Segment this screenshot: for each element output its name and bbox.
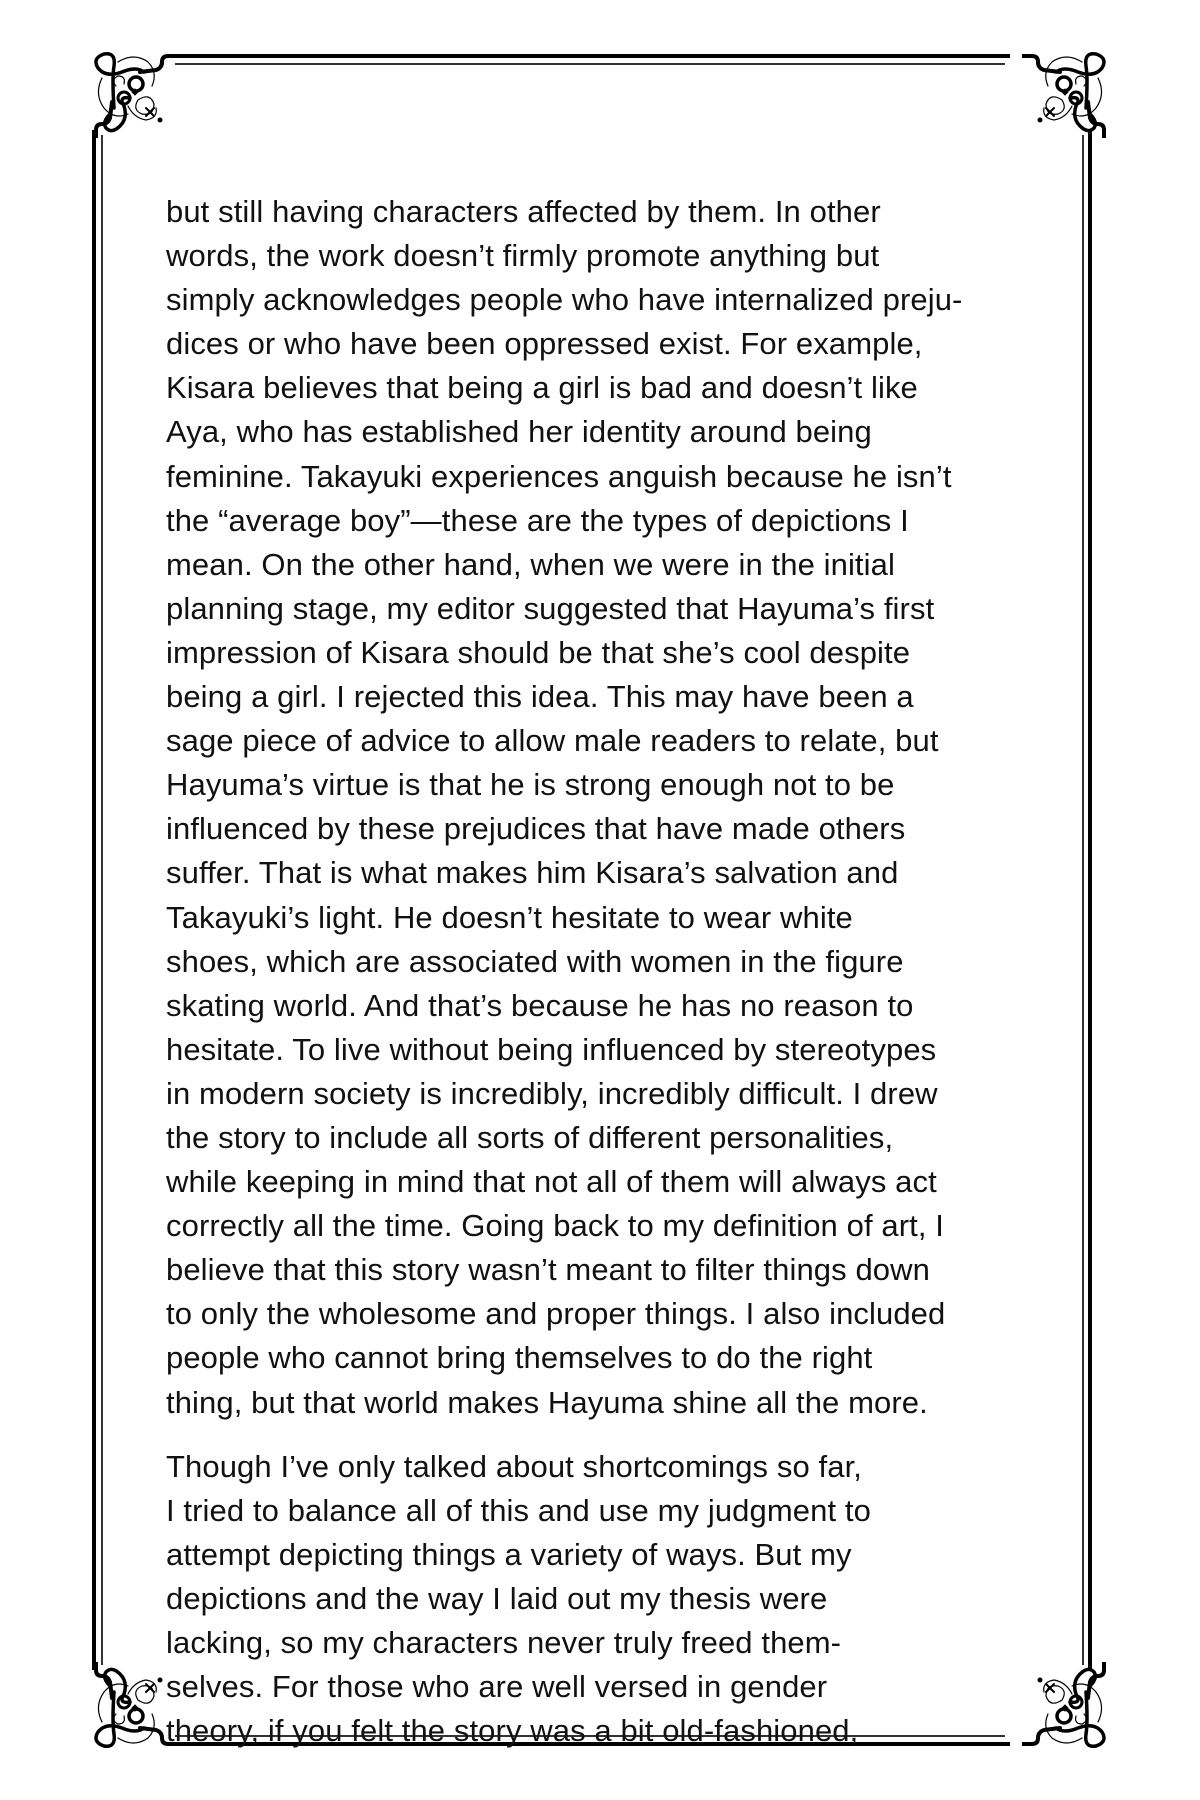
text-line: thing, but that world makes Hayuma shine all the more. [166, 1384, 928, 1420]
corner-ornament-top-right-icon [1022, 48, 1112, 138]
frame-right-thick-line [1088, 130, 1092, 1670]
frame-top-thick-line [170, 54, 1010, 58]
text-line: theory, if you felt the story was a bit old-fashioned, [166, 1713, 859, 1749]
text-line: the “average boy”—these are the types of depictions I [166, 502, 909, 538]
text-line: Hayuma’s virtue is that he is strong enough not to be [166, 767, 895, 803]
corner-ornament-bottom-left-icon [88, 1662, 178, 1752]
text-line: being a girl. I rejected this idea. This may have been a [166, 679, 914, 715]
text-line: people who cannot bring themselves to do the right [166, 1340, 873, 1376]
text-line: influenced by these prejudices that have made others [166, 811, 906, 847]
text-line: planning stage, my editor suggested that Hayuma’s first [166, 590, 935, 626]
text-line: attempt depicting things a variety of ways. But my [166, 1536, 852, 1572]
text-line: sage piece of advice to allow male readers to relate, but [166, 723, 939, 759]
text-line: Aya, who has established her identity around being [166, 414, 872, 450]
text-line: correctly all the time. Going back to my definition of art, I [166, 1208, 944, 1244]
paragraph-1 [166, 190, 1036, 1425]
frame-left-thin-line [101, 135, 103, 1665]
text-line: selves. For those who are well versed in gender [166, 1669, 828, 1705]
frame-left-thick-line [92, 130, 96, 1670]
text-line: words, the work doesn’t firmly promote anything but [166, 238, 880, 274]
corner-ornament-top-left-icon [88, 48, 178, 138]
text-line: suffer. That is what makes him Kisara’s salvation and [166, 855, 899, 891]
text-line: Takayuki’s light. He doesn’t hesitate to wear white [166, 899, 853, 935]
frame-top-thin-line [175, 63, 1005, 65]
text-line: while keeping in mind that not all of them will always act [166, 1164, 937, 1200]
text-line: feminine. Takayuki experiences anguish because he isn’t [166, 458, 952, 494]
text-line: believe that this story wasn’t meant to filter things down [166, 1252, 930, 1288]
text-line: depictions and the way I laid out my thesis were [166, 1580, 828, 1616]
text-line: mean. On the other hand, when we were in the initial [166, 546, 895, 582]
text-line: I tried to balance all of this and use my judgment to [166, 1492, 871, 1528]
text-line: shoes, which are associated with women in the figure [166, 943, 904, 979]
text-line: skating world. And that’s because he has no reason to [166, 987, 914, 1023]
text-line: the story to include all sorts of different personalities, [166, 1119, 894, 1155]
text-line: in modern society is incredibly, incredibly difficult. I drew [166, 1075, 938, 1111]
text-line: lacking, so my characters never truly freed them- [166, 1625, 842, 1660]
text-line: Though I’ve only talked about shortcomings so far, [166, 1448, 863, 1484]
body-text [166, 190, 1036, 1753]
text-line: hesitate. To live without being influenced by stereotypes [166, 1031, 937, 1067]
text-line: simply acknowledges people who have internalized preju- [166, 282, 963, 318]
text-line: but still having characters affected by them. In other [166, 194, 881, 229]
text-line: Kisara believes that being a girl is bad and doesn’t like [166, 370, 918, 406]
text-line: to only the wholesome and proper things. I also included [166, 1296, 946, 1332]
paragraph-2 [166, 1445, 1036, 1754]
text-line: impression of Kisara should be that she’s cool despite [166, 634, 911, 670]
text-line: dices or who have been oppressed exist. For example, [166, 326, 923, 362]
frame-right-thin-line [1082, 135, 1084, 1665]
